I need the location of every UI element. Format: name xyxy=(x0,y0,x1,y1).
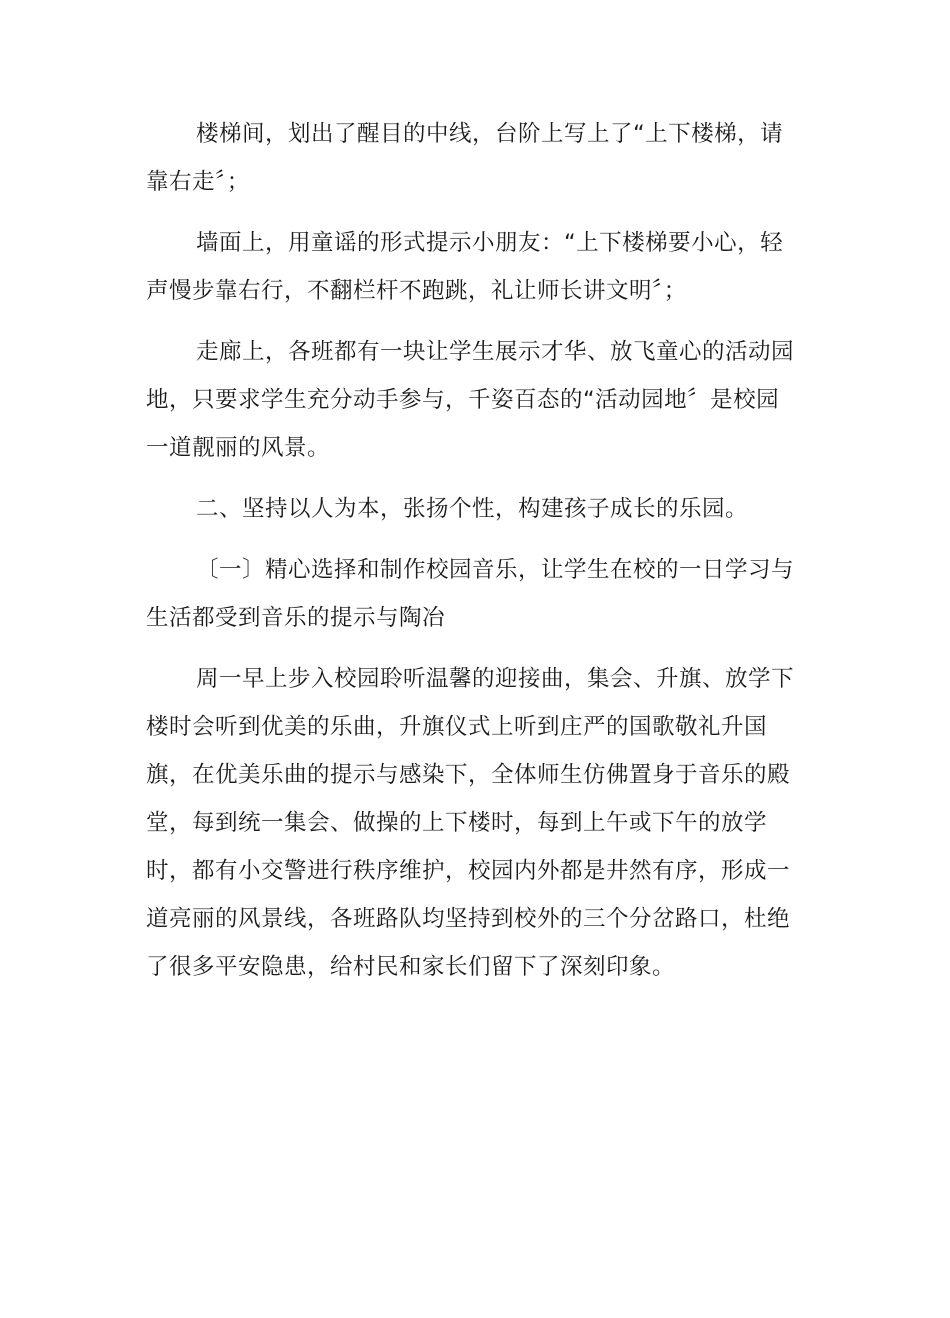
document-body xyxy=(146,110,800,1004)
paragraph-wall: 墙面上，用童谣的形式提示小朋友：“上下楼梯要小心，轻声慢步靠右行，不翻栏杆不跑跳，礼让师长讲文明〞； xyxy=(146,230,784,304)
subsection-heading-1: 〔一〕精心选择和制作校园音乐，让学生在校的一日学习与生活都受到音乐的提示与陶冶 xyxy=(146,557,795,631)
paragraph-monday-music: 周一早上步入校园聆听温馨的迎接曲，集会、升旗、放学下楼时会听到优美的乐曲，升旗仪式上听到庄严的国歌敬礼升国旗，在优美乐曲的提示与感染下，全体师生仿佛置身于音乐的殿堂，每到统一集会、做操的上下楼时，每到上午或下午的放学时，都有小交警进行秩序维护，校园内外都是井然有序，形成一道亮丽的风景线，各班路队均坚持到校外的三个分岔路口，杜绝了很多平安隐患，给村民和家长们留下了深刻印象。 xyxy=(146,666,795,980)
paragraph-corridor: 走廊上，各班都有一块让学生展示才华、放飞童心的活动园地，只要求学生充分动手参与，千姿百态的“活动园地〞是校园一道靓丽的风景。 xyxy=(146,339,795,461)
section-heading-2: 二、坚持以人为本，张扬个性，构建孩子成长的乐园。 xyxy=(196,496,749,522)
paragraph-stairwell: 楼梯间，划出了醒目的中线，台阶上写上了“上下楼梯，请靠右走〞； xyxy=(146,121,784,195)
